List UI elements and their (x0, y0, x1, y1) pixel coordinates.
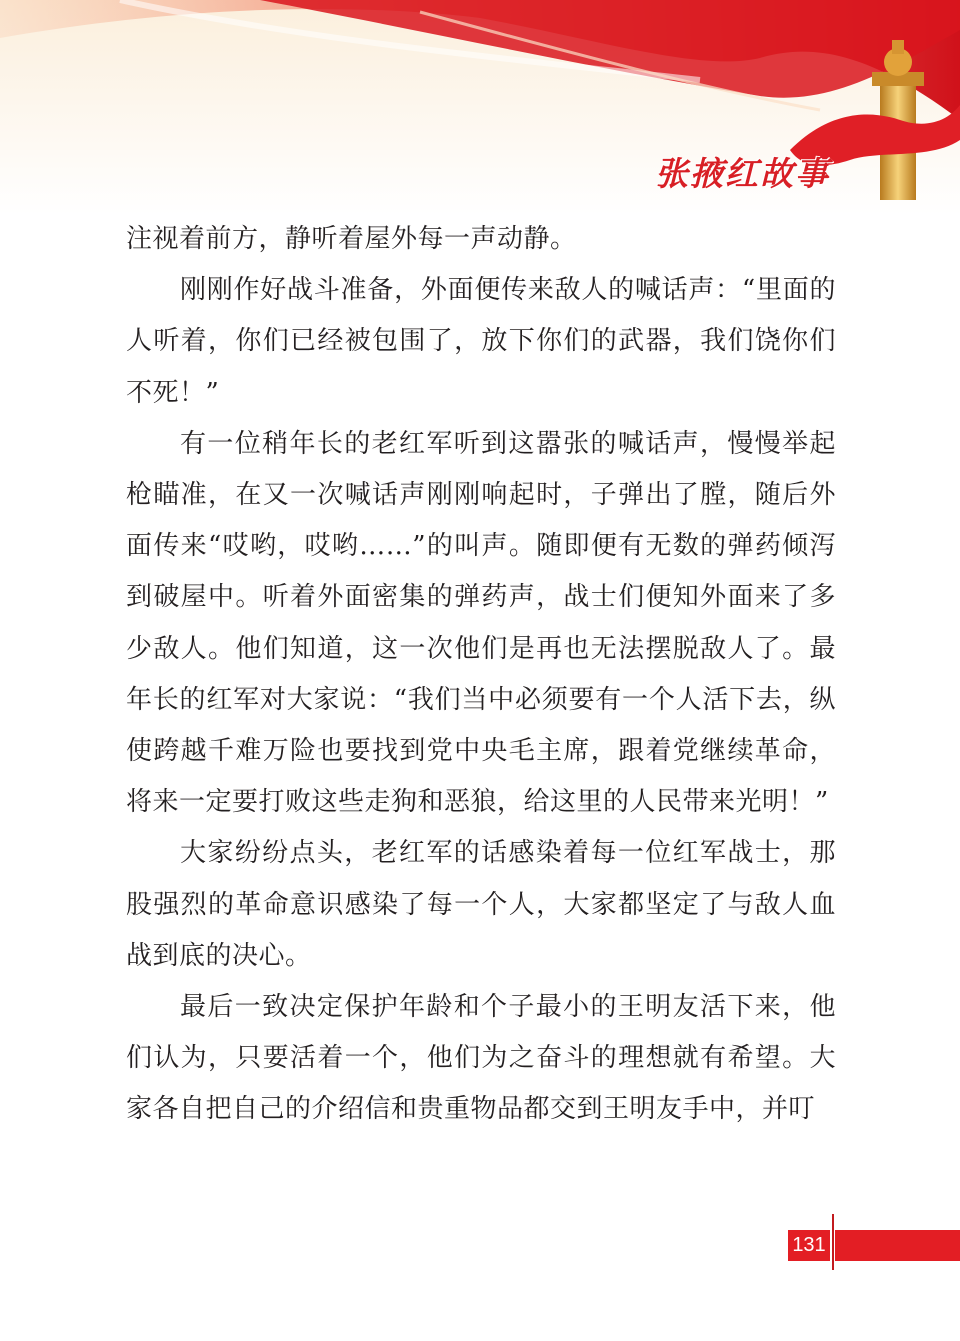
paragraph: 大家纷纷点头，老红军的话感染着每一位红军战士，那股强烈的革命意识感染了每一个人，大家都坚定了与敌人血战到底的决心。 (126, 838, 836, 971)
paragraph: 最后一致决定保护年龄和个子最小的王明友活下来，他们认为，只要活着一个，他们为之奋斗的理想就有希望。大家各自把自己的介绍信和贵重物品都交到王明友手中，并叮 (126, 992, 836, 1125)
paragraph: 有一位稍年长的老红军听到这嚣张的喊话声，慢慢举起枪瞄准，在又一次喊话声刚刚响起时，子弹出了膛，随后外面传来“哎哟，哎哟……”的叫声。随即便有无数的弹药倾泻到破屋中。听着外面密集的弹药声，战士们便知外面来了多少敌人。他们知道，这一次他们是再也无法摆脱敌人了。最年长的红军对大家说：“我们当中必须要有一个人活下去，纵使跨越千难万险也要找到党中央毛主席，跟着党继续革命，将来一定要打败这些走狗和恶狼，给这里的人民带来光明！” (126, 428, 836, 818)
paragraph: 注视着前方，静听着屋外每一声动静。 (126, 224, 577, 254)
header-banner (0, 0, 960, 215)
paragraph: 刚刚作好战斗准备，外面便传来敌人的喊话声：“里面的人听着，你们已经被包围了，放下你们的武器，我们饶你们不死！” (126, 275, 836, 408)
body-text (126, 214, 836, 1136)
footer-divider (832, 1214, 834, 1270)
footer-red-bar (835, 1230, 960, 1261)
book-title: 张掖红故事 (655, 154, 830, 193)
page-number: 131 (788, 1230, 830, 1261)
